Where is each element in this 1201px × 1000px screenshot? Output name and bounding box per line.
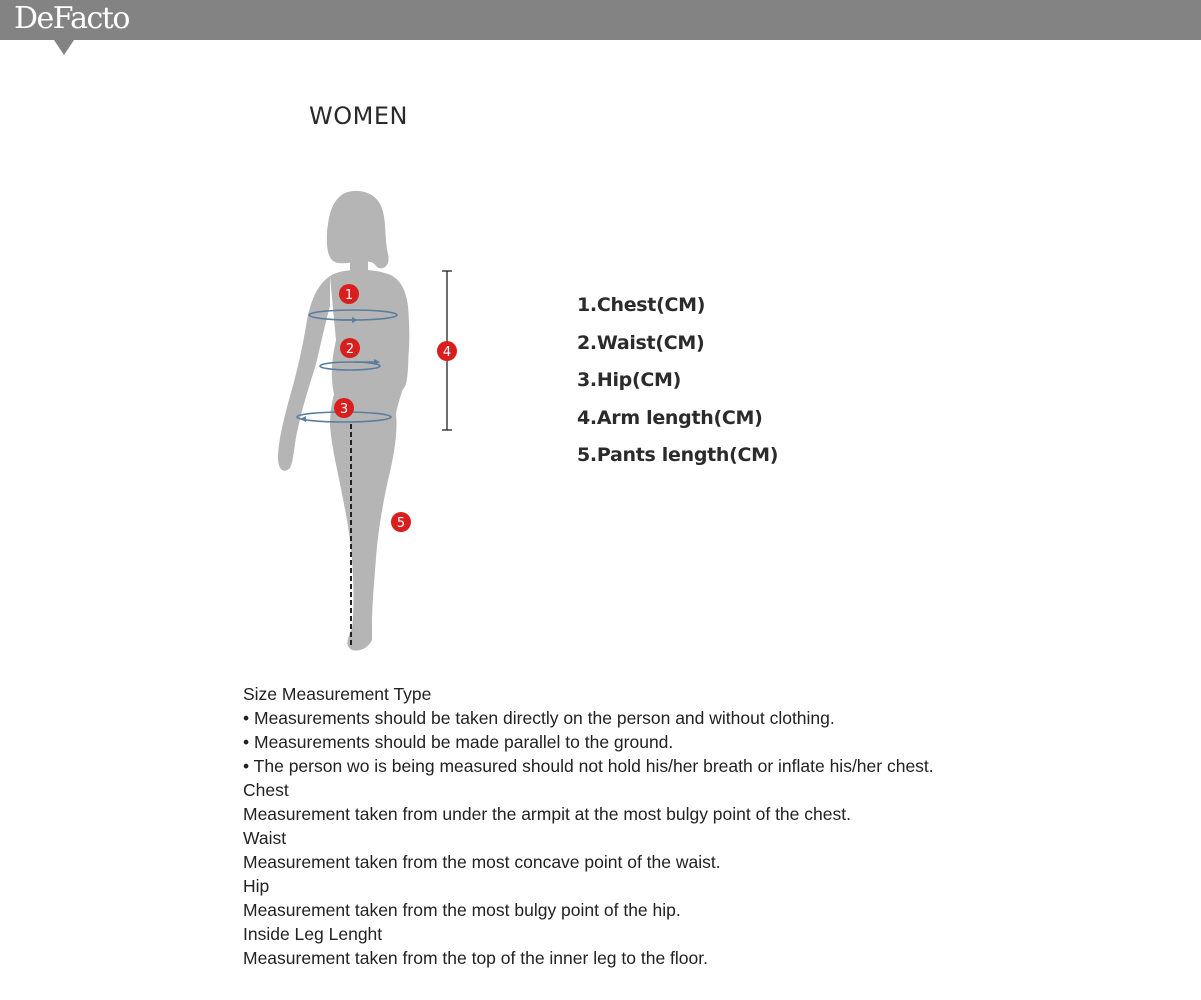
legend-item-waist: 2.Waist(CM) <box>577 331 705 354</box>
legend-item-arm-length: 4.Arm length(CM) <box>577 406 763 429</box>
legend-item-hip: 3.Hip(CM) <box>577 369 681 391</box>
top-bar <box>0 0 1201 40</box>
marker-3 <box>334 398 354 418</box>
marker-1-label: 1 <box>344 288 354 303</box>
brand-logo[interactable]: DeFacto <box>14 1 129 36</box>
section-label-hip: Hip <box>243 876 270 896</box>
marker-5 <box>391 512 411 532</box>
section-desc-chest: Measurement taken from under the armpit at the most bulgy point of the chest. <box>243 804 851 824</box>
marker-2-label: 2 <box>345 342 355 357</box>
marker-3-label: 3 <box>339 402 349 417</box>
body-measurement-figure <box>260 180 480 660</box>
section-desc-inside-leg: Measurement taken from the top of the inner leg to the floor. <box>243 948 708 968</box>
legend-item-pants-length: 5.Pants length(CM) <box>577 444 779 466</box>
measurement-legend <box>577 290 778 478</box>
woman-silhouette <box>278 191 409 651</box>
instructions-title: Size Measurement Type <box>243 684 432 704</box>
legend-item-chest: 1.Chest(CM) <box>577 294 706 316</box>
section-label-chest: Chest <box>243 780 289 800</box>
marker-4 <box>437 341 457 361</box>
header-notch <box>54 40 74 55</box>
bullet-item: • Measurements should be made parallel to the ground. <box>243 732 674 752</box>
bullet-item: • The person wo is being measured should not hold his/her breath or inflate his/her chest. <box>243 756 934 776</box>
section-label-waist: Waist <box>243 828 287 848</box>
bullet-item: • Measurements should be taken directly on the person and without clothing. <box>243 708 835 728</box>
marker-2 <box>340 338 360 358</box>
marker-4-label: 4 <box>442 345 452 360</box>
section-desc-waist: Measurement taken from the most concave point of the waist. <box>243 852 721 872</box>
section-label-inside-leg: Inside Leg Lenght <box>243 924 383 944</box>
section-desc-hip: Measurement taken from the most bulgy point of the hip. <box>243 900 681 920</box>
marker-5-label: 5 <box>396 516 406 531</box>
page-title: WOMEN <box>309 102 408 130</box>
measurement-instructions <box>243 682 1143 970</box>
marker-1 <box>339 284 359 304</box>
